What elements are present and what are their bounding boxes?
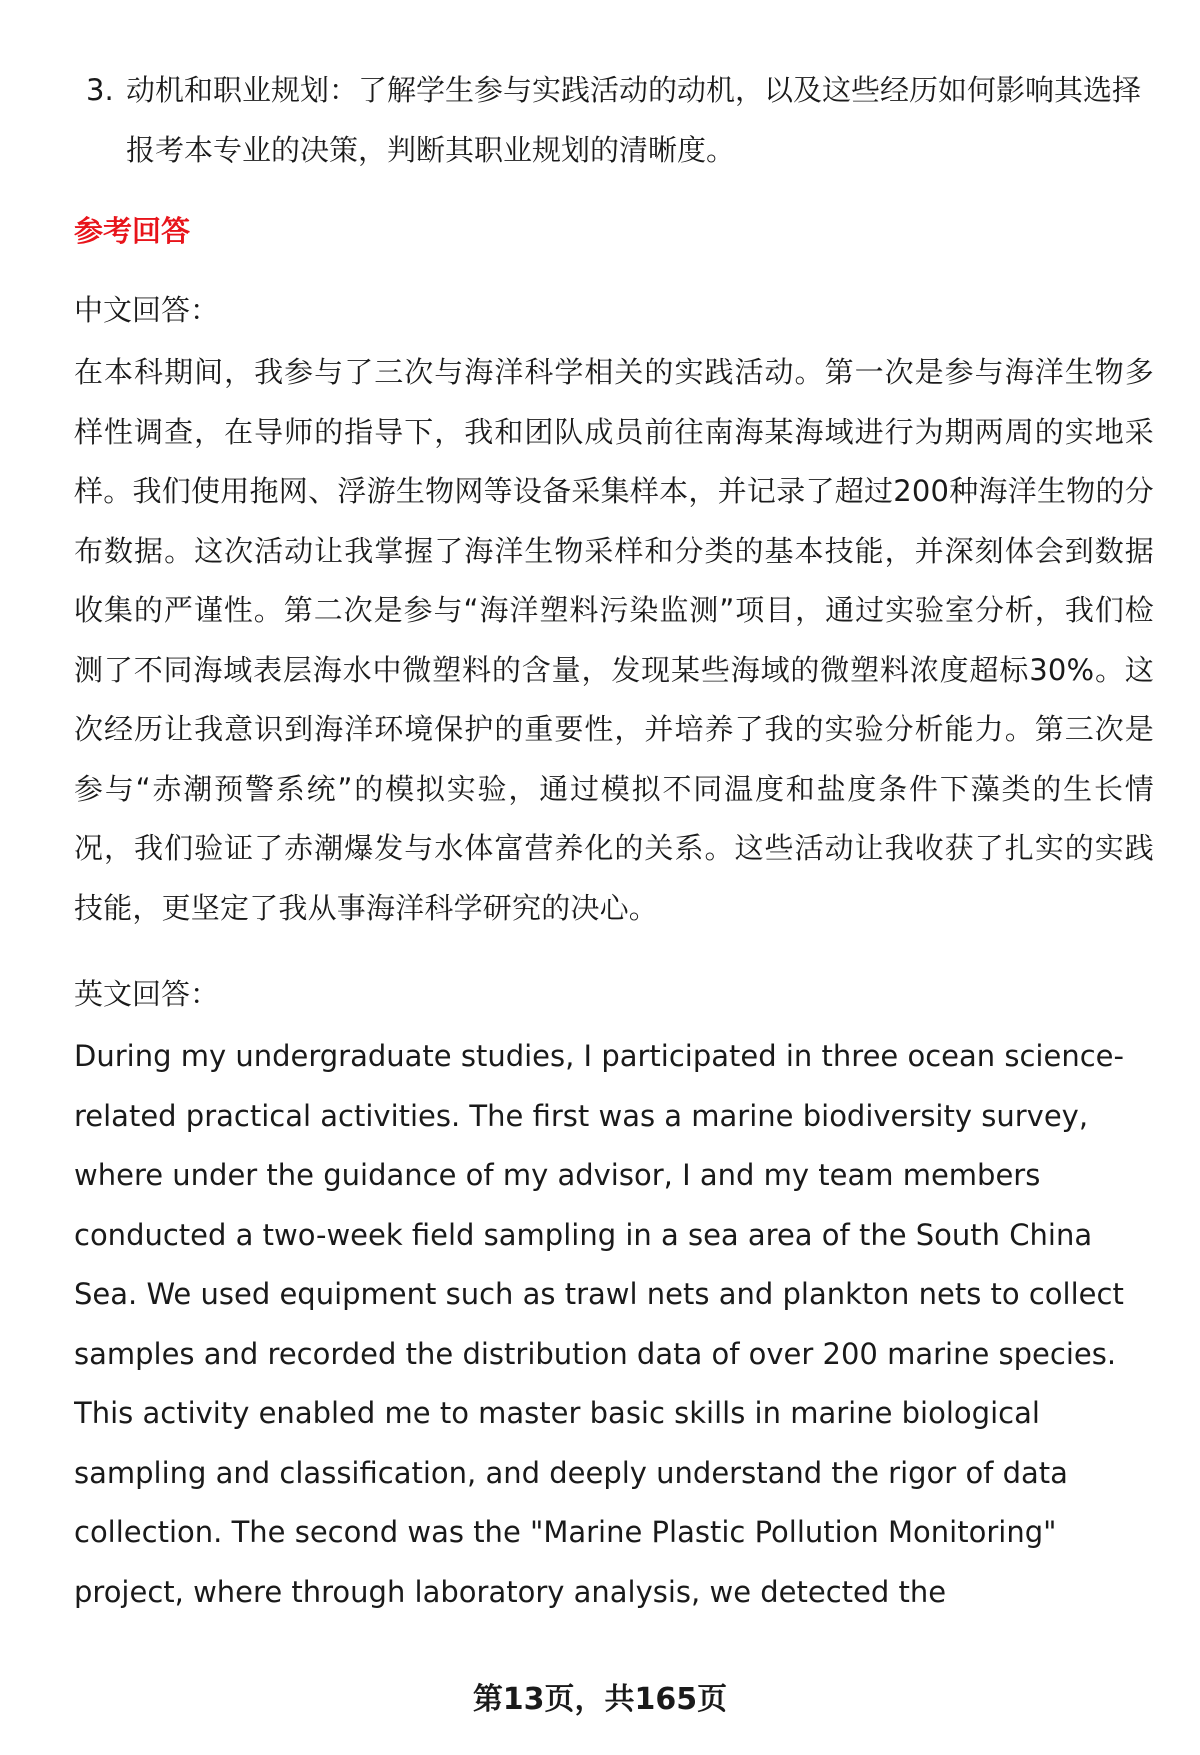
chinese-answer-body: 在本科期间，我参与了三次与海洋科学相关的实践活动。第一次是参与海洋生物多样性调查，在导师的指导下，我和团队成员前往南海某海域进行为期两周的实地采样。我们使用拖网、浮游生物网等设备采集样本，并记录了超过200种海洋生物的分布数据。这次活动让我掌握了海洋生物采样和分类的基本技能，并深刻体会到数据收集的严谨性。第二次是参与“海洋塑料污染监测”项目，通过实验室分析，我们检测了不同海域表层海水中微塑料的含量，发现某些海域的微塑料浓度超标30%。这次经历让我意识到海洋环境保护的重要性，并培养了我的实验分析能力。第三次是参与“赤潮预警系统”的模拟实验，通过模拟不同温度和盐度条件下藻类的生长情况，我们验证了赤潮爆发与水体富营养化的关系。这些活动让我收获了扎实的实践技能，更坚定了我从事海洋科学研究的决心。 xyxy=(74,355,1154,925)
list-item-number: 3. xyxy=(86,73,114,107)
page-indicator: 第13页，共165页 xyxy=(472,1682,728,1717)
reference-answer-heading: 参考回答 xyxy=(74,214,191,248)
list-item-motivation xyxy=(74,60,1144,180)
chinese-answer-label: 中文回答： xyxy=(74,293,220,327)
english-answer-body: During my undergraduate studies, I participated in three ocean science-related practical activities. The first was a marine biodiversity survey, where under the guidance of my advisor, I and my team members conducted a two-week field sampling in a sea area of the South China Sea. We used equipment such as trawl nets and plankton nets to collect samples and recorded the distribution data of over 200 marine species. This activity enabled me to master basic skills in marine biological sampling and classification, and deeply understand the rigor of data collection. The second was the "Marine Plastic Pollution Monitoring" project, where through laboratory analysis, we detected the xyxy=(74,1039,1124,1609)
english-answer-label: 英文回答： xyxy=(74,977,220,1011)
list-item-text: 动机和职业规划：了解学生参与实践活动的动机，以及这些经历如何影响其选择报考本专业的决策，判断其职业规划的清晰度。 xyxy=(126,73,1142,167)
